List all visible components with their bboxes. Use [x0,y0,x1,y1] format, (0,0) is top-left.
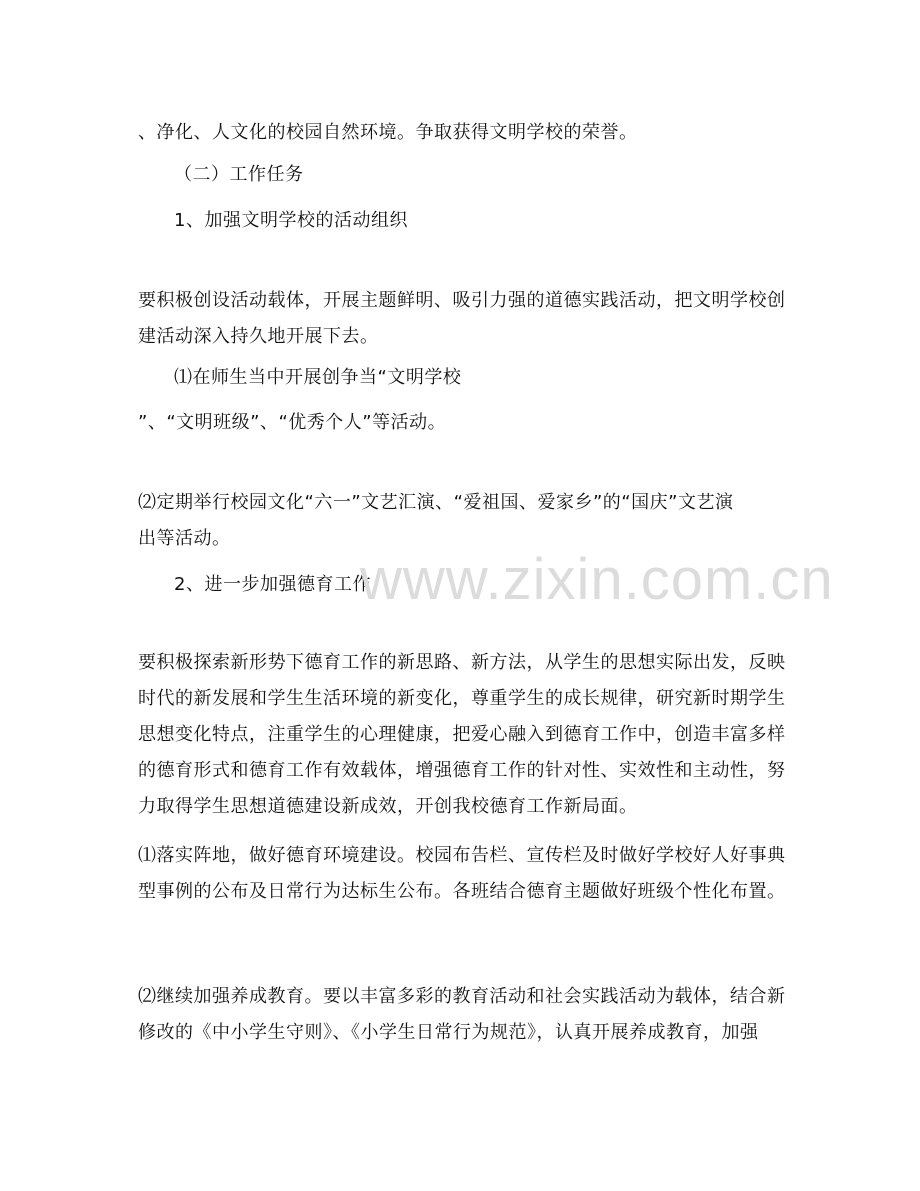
text-line: ”、“文明班级”、“优秀个人”等活动。 [138,412,447,433]
text-line: 、净化、人文化的校园自然环境。争取获得文明学校的荣誉。 [138,122,638,143]
text-line: ⑴在师生当中开展创争当“文明学校 [174,367,462,388]
subsection-heading [174,203,814,239]
list-item-continuation [138,405,778,441]
list-item [138,979,786,1051]
paragraph-body [138,645,786,825]
list-item [174,360,814,396]
text-line: 时代的新发展和学生生活环境的新变化，尊重学生的成长规律，研究新时期学生 [138,688,786,709]
section-heading [174,157,814,193]
subsection-heading [174,567,814,603]
text-line: 建活动深入持久地开展下去。 [138,326,379,347]
watermark: www.zixin.com.cn [360,547,834,612]
text-line: （二）工作任务 [174,164,304,185]
text-line: 的德育形式和德育工作有效载体，增强德育工作的针对性、实效性和主动性，努 [138,760,786,781]
paragraph-body [138,283,786,355]
text-line: 要积极创设活动载体，开展主题鲜明、吸引力强的道德实践活动，把文明学校创 [138,290,786,311]
list-item [138,485,778,557]
text-line: 型事例的公布及日常行为达标生公布。各班结合德育主题做好班级个性化布置。 [138,881,786,902]
text-line: 2、进一步加强德育工作 [174,574,371,595]
text-line: 要积极探索新形势下德育工作的新思路、新方法，从学生的思想实际出发，反映 [138,652,786,673]
text-line: 1、加强文明学校的活动组织 [174,210,408,231]
text-line: 出等活动。 [138,528,231,549]
text-line: ⑵继续加强养成教育。要以丰富多彩的教育活动和社会实践活动为载体，结合新 [138,986,786,1007]
text-line: 修改的《中小学生守则》、《小学生日常行为规范》，认真开展养成教育，加强 [138,1022,759,1043]
text-line: ⑵定期举行校园文化“六一”文艺汇演、“爱祖国、爱家乡”的“国庆”文艺演 [138,492,734,513]
text-line: ⑴落实阵地，做好德育环境建设。校园布告栏、宣传栏及时做好学校好人好事典 [138,845,786,866]
list-item [138,838,786,910]
text-line: 思想变化特点，注重学生的心理健康，把爱心融入到德育工作中，创造丰富多样 [138,724,786,745]
paragraph-continuation [138,115,778,151]
text-line: 力取得学生思想道德建设新成效，开创我校德育工作新局面。 [138,796,638,817]
